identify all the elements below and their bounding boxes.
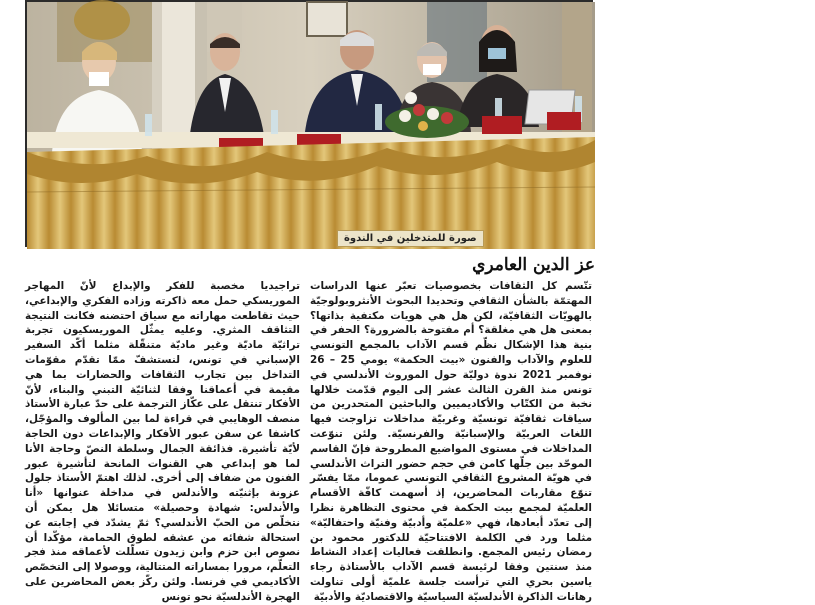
- article-paragraph: تراجيديا مخصبة للفكر والإبداع لأنّ المهاجر الموريسكي حمل معه ذاكرته وزاده الفكري والإبداعي، حيث تقاطعت مهاراته مع سياق احتضنه فكانت النتيجة التثاقف المثري. وعليه يمثّل الموريسكيون تجربة تراثيّة ماديّة وغير ماديّة متنقّلة مثلما أكّد السفير الإسباني في تونس، لنستشفّ ممّا تقدّم مقوّمات التداخل بين تجارب الثقافات والحضارات بما هي مقيمة في أعماقنا وفقا لثنائيّة التبني والبناء، لأنّ الأفكار تنتقل على عكّاز الترجمة على حدّ عبارة الأستاذ منصف الوهايبي في قراءة لما بين المألوف والمؤجّل، كاشفا عن سفن عبور الأفكار والإبداعات دون الحاجة لأيّة تأشيرة. فذائقة الجمال وسلطة النصّ وحاجة الأنا لما هو إبداعي هي القنوات المانحة لتأشيرة عبور الفنون من ضفاف إلى أخرى. لذلك اهتمّ الأستاذ جلول عزونة بإثنيّته والأندلس في مداخلة عنوانها «أنا والأندلس: شهادة وحصيلة» متسائلا هل يمكن أن نتخلّص من الحبّ الأندلسي؟ ثمّ يشدّد في إجابته عن استحالة شفائه من عشقه لطوق الحمامة، مؤكّدا أن نصوص ابن حزم وابن زيدون تسلّلت لأعماقه منذ فجر التعلّم، مرورا بمساراته المتتالية، ووصولا إلى التخصّص الأكاديمي في فرنسا. ولئن ركّز بعض المحاضرين على الهجرة الأندلسيّة نحو تونس: [25, 280, 300, 603]
- conference-photo: [25, 0, 593, 247]
- article-column-left: [25, 279, 300, 603]
- article-column-right: [310, 279, 592, 603]
- photo-caption: صورة للمتدخلين في الندوة: [337, 230, 484, 247]
- conference-photo-illustration: [27, 2, 595, 249]
- article-paragraph: تتّسم كل الثقافات بخصوصيات تعبّر عنها الدراسات المهتمّة بالشأن الثقافي وتحديدا البحوث الأنثروبولوجيّة بالهويّات الثقافيّة، لكن هل هي هويات مكتفية بذاتها؟ بمعنى هل هي مغلقة؟ أم مفتوحة بالضرورة؟ الحفر في بنية هذا الإشكال نظّم قسم الآداب بالمجمع التونسي للعلوم والآداب والفنون «بيت الحكمة» يومي 25 – 26 نوفمبر 2021 ندوة دوليّة حول الموروث الأندلسي في تونس منذ القرن الثالث عشر إلى اليوم قدّمت خلالها نخبة من الكتّاب والأكاديميين والباحثين المتحدرين من سياقات ثقافيّة تونسيّة وغربيّة مداخلات تزاوجت فيها اللغات العربيّة والإسبانيّة والفرنسيّة. ولئن تنوّعت المداخلات في مستوى المواضيع المطروحة فإنّ القاسم الموحّد بين جلّها كامن في حجم حضور التراث الأندلسي في هويّة المشروع الثقافي التونسي عموما، ممّا يفسّر تنوّع مقاربات المحاضرين، إذ أسهمت كافّة الأقسام العلميّة لمجمع بيت الحكمة في محتوى التظاهرة نظرا إلى تعدّد أبعادها، فهي «علميّة وأدبيّة وفنيّة واحتفاليّة» مثلما ورد في الكلمة الافتتاحيّة للدكتور محمود بن رمضان رئيس المجمع. وانطلقت فعاليات إعداد النشاط منذ سنتين وفقا لرئيسة قسم الآداب بالأستاذة رجاء ياسين بحري التي ترأست جلسة علميّة أولى تناولت رهانات الذاكرة الأندلسيّة السياسيّة والاقتصاديّة والأدبيّة: [310, 280, 592, 603]
- author-name: عز الدين العامري: [472, 255, 595, 275]
